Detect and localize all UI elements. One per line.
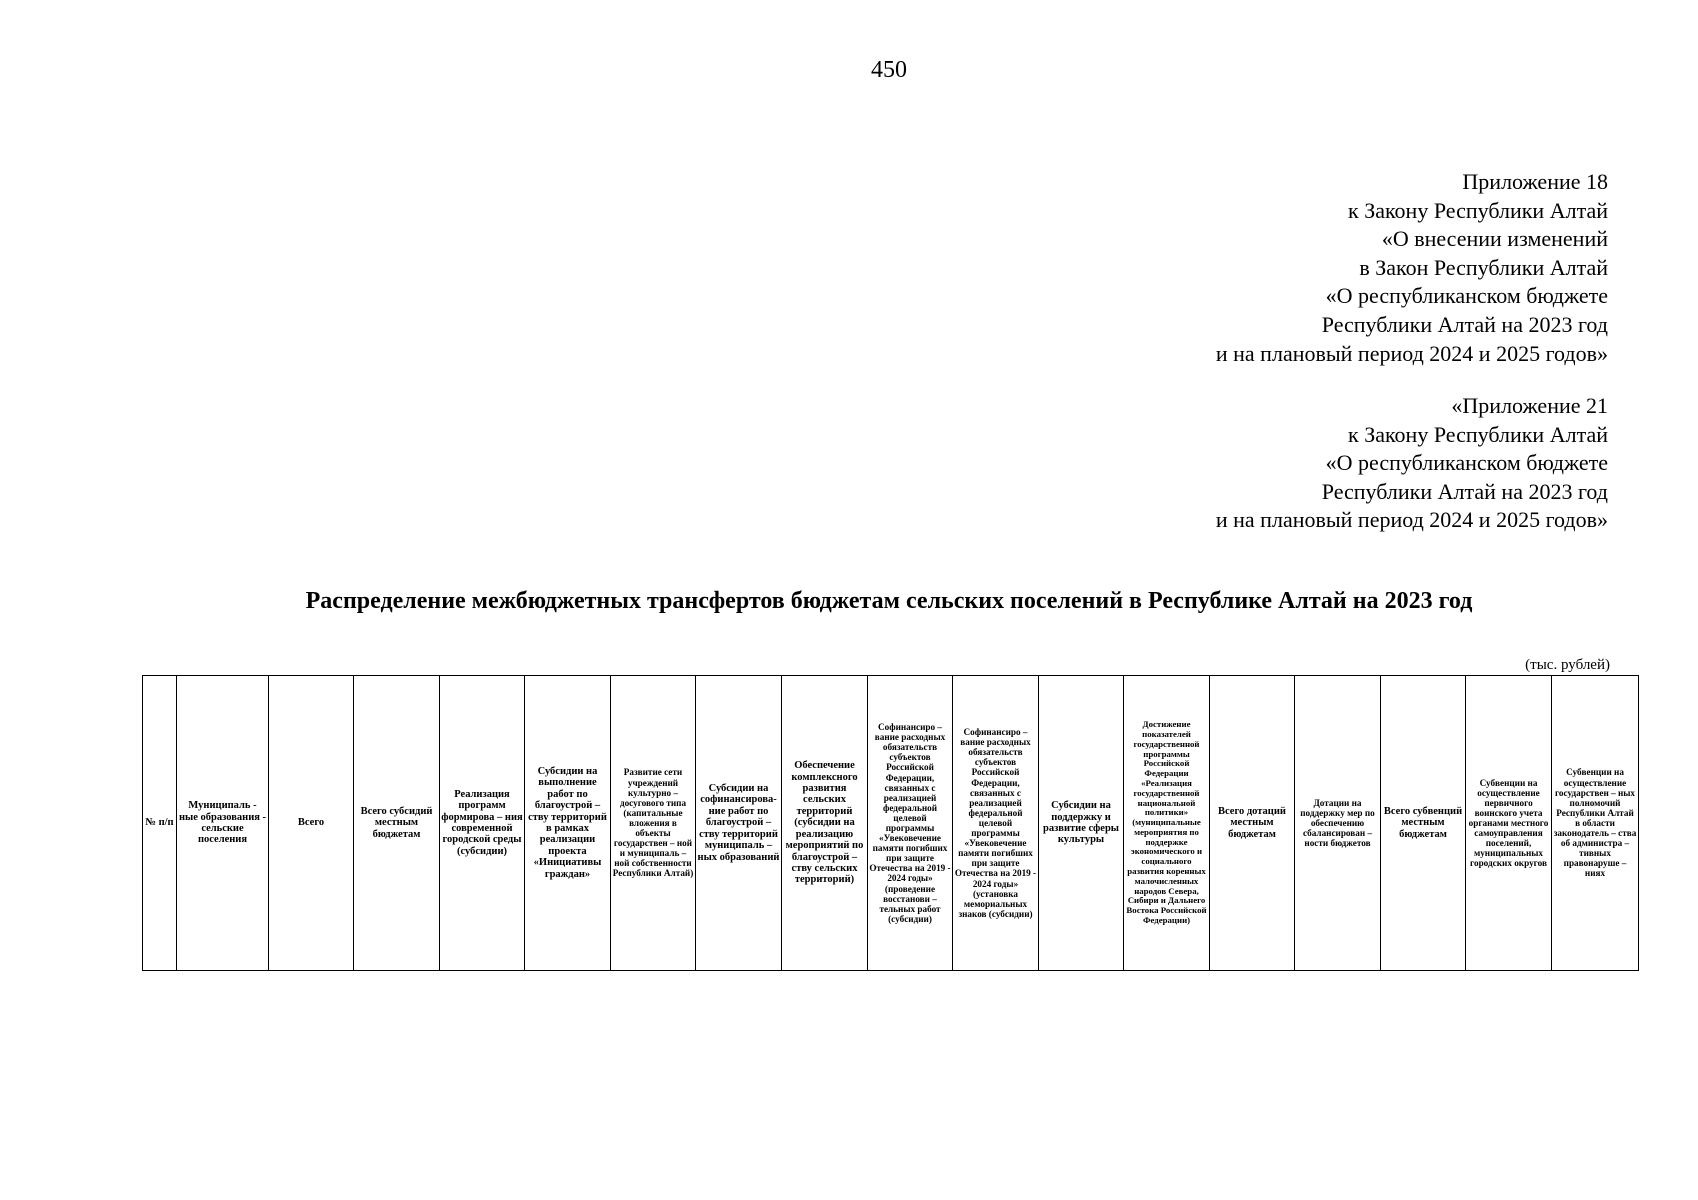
header-row-number: № п/п (143, 676, 177, 971)
appendix-reference-line: в Закон Республики Алтай (1359, 254, 1608, 280)
header-total-subsidies: Всего субсидий местным бюджетам (354, 676, 440, 971)
appendix-reference (1216, 168, 1608, 368)
amended-appendix-line: к Закону Республики Алтай (1348, 421, 1608, 447)
amended-appendix-line: «Приложение 21 (1451, 393, 1608, 418)
header-municipality: Муниципаль - ные образования - сельские поселения (177, 676, 269, 971)
appendix-reference-line: к Закону Республики Алтай (1348, 197, 1608, 223)
header-culture-support: Субсидии на поддержку и развитие сферы культуры (1039, 676, 1124, 971)
amended-appendix-line: Республики Алтай на 2023 год (1321, 478, 1608, 504)
appendix-reference-line: «О внесении изменений (1381, 226, 1608, 252)
header-rural-development: Обеспечение комплексного развития сельских территорий (субсидии на реализацию мероприятий по благоустрой – ству сельских территорий) (782, 676, 868, 971)
header-total-grants: Всего дотаций местным бюджетам (1210, 676, 1295, 971)
header-cultural-network: Развитие сети учреждений культурно – досугового типа (капитальные вложения в объекты государствен – ной и муниципаль – ной собственности Республики Алтай) (611, 676, 696, 971)
page-number: 450 (871, 57, 907, 83)
header-memorial-restoration: Софинансиро – вание расходных обязательств субъектов Российской Федерации, связанных с реализацией федеральной целевой программы «Увековечение памяти погибших при защите Отечества на 2019 - 2024 годы» (проведение восстанови – тельных работ (субсидии) (868, 676, 953, 971)
amended-appendix-line: «О республиканском бюджете (1325, 450, 1608, 476)
header-military-registration: Субвенции на осуществление первичного воинского учета органами местного самоуправления поселений, муниципальных городских округов (1466, 676, 1552, 971)
header-citizens-initiative: Субсидии на выполнение работ по благоустрой – ству территорий в рамках реализации проекта «Инициативы граждан» (525, 676, 611, 971)
appendix-reference-line: и на плановый период 2024 и 2025 годов» (1215, 340, 1608, 366)
appendix-reference-line: Приложение 18 (1462, 169, 1608, 194)
amended-appendix-line: и на плановый период 2024 и 2025 годов» (1215, 507, 1608, 533)
appendix-reference-line: «О республиканском бюджете (1325, 283, 1608, 309)
appendix-reference-line: Республики Алтай на 2023 год (1321, 311, 1608, 337)
header-total: Всего (269, 676, 354, 971)
units-label: (тыс. рублей) (1525, 657, 1610, 673)
header-urban-environment: Реализация программ формирова – ния современной городской среды (субсидии) (440, 676, 525, 971)
amended-appendix-reference (1216, 392, 1608, 535)
header-administrative-offenses: Субвенции на осуществление государствен – ных полномочий Республики Алтай в области законодатель – ства об администра – тивных правонаруше – ниях (1552, 676, 1639, 971)
header-national-policy: Достижение показателей государственной программы Российской Федерации «Реализация государственной национальной политики» (муниципальные мероприятия по поддержке экономического и социального развития коренных малочисленных народов Севера, Сибири и Дальнего Востока Российской Федерации) (1124, 676, 1210, 971)
header-landscaping-cofinancing: Субсидии на софинансирова- ние работ по благоустрой – ству территорий муниципаль – ных образований (696, 676, 782, 971)
document-title: Распределение межбюджетных трансфертов бюджетам сельских поселений в Республике Алтай на 2023 год (305, 588, 1473, 614)
header-total-subventions: Всего субвенций местным бюджетам (1381, 676, 1466, 971)
header-memorial-signs: Софинансиро – вание расходных обязательств субъектов Российской Федерации, связанных с реализацией федеральной целевой программы «Увековечение памяти погибших при защите Отечества на 2019 - 2024 годы» (установка мемориальных знаков (субсидии) (953, 676, 1039, 971)
transfers-table (142, 675, 1639, 971)
table-header-row (143, 676, 1639, 971)
header-balance-grants: Дотации на поддержку мер по обеспечению сбалансирован – ности бюджетов (1295, 676, 1381, 971)
